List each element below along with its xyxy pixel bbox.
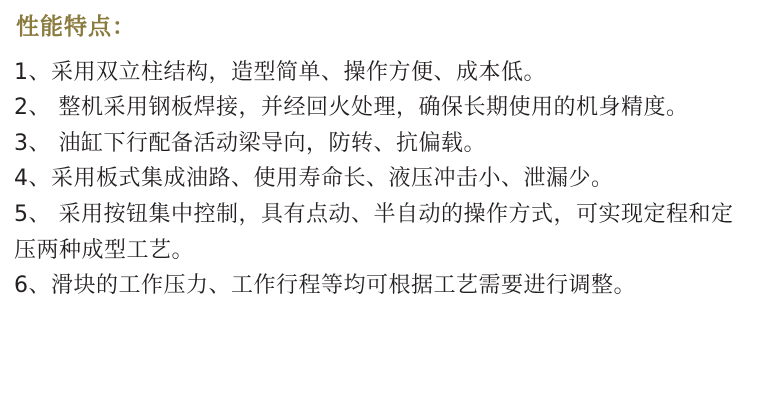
list-item: 6、滑块的工作压力、工作行程等均可根据工艺需要进行调整。 [14,273,636,299]
list-item: 1、采用双立柱结构，造型简单、操作方便、成本低。 [14,59,546,85]
list-item: 3、 油缸下行配备活动梁导向，防转、抗偏载。 [14,130,486,156]
list-item: 2、 整机采用钢板焊接，并经回火处理，确保长期使用的机身精度。 [14,95,689,121]
feature-list [14,55,746,304]
section-heading: 性能特点： [16,14,136,40]
list-item: 4、采用板式集成油路、使用寿命长、液压冲击小、泄漏少。 [14,166,614,192]
list-item: 5、 采用按钮集中控制，具有点动、半自动的操作方式，可实现定程和定压两种成型工艺。 [14,202,734,263]
